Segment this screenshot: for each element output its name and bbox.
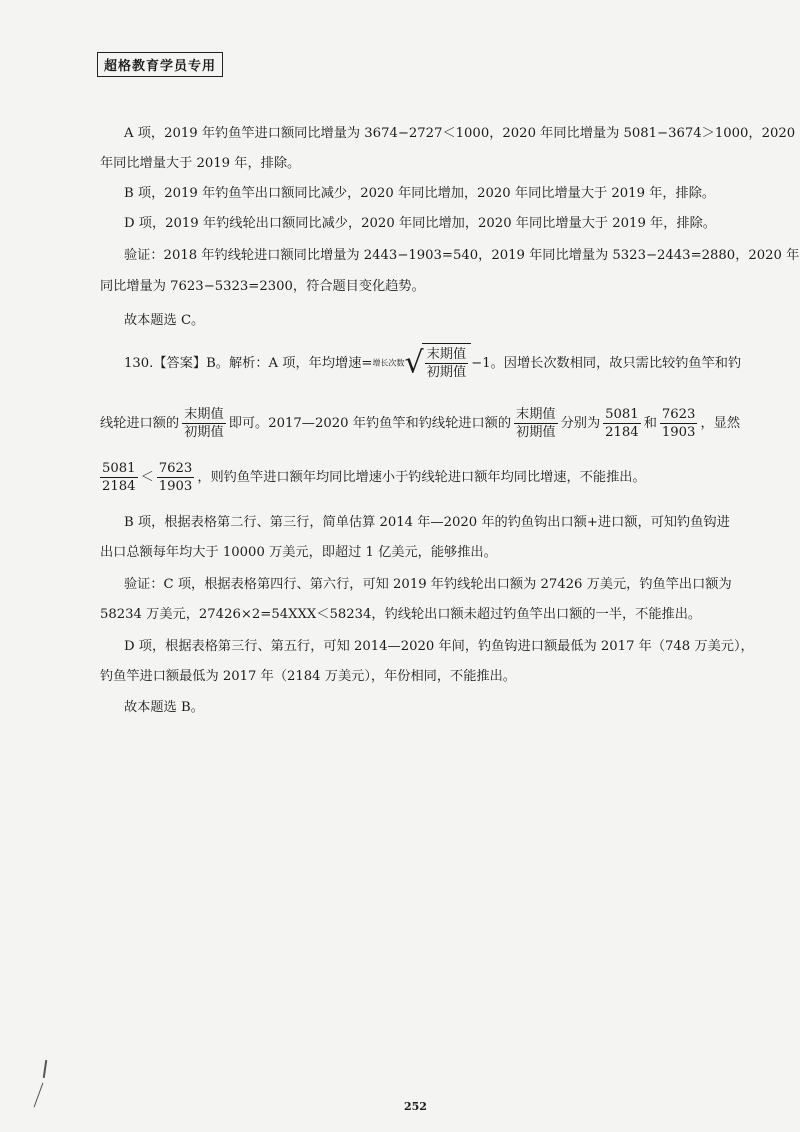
paragraph-dd-line2: 钓鱼竿进口额最低为 2017 年（2184 万美元），年份相同，不能推出。 [100,669,516,684]
paragraph-dd-line1: D 项，根据表格第三行、第五行，可知 2014—2020 年间，钓鱼钩进口额最低为 2017 年（748 万美元）， [124,639,754,654]
paragraph-b: B 项，2019 年钓鱼竿出口额同比减少，2020 年同比增加，2020 年同比增量大于 2019 年，排除。 [124,186,716,201]
page-number: 252 [404,1100,427,1113]
paragraph-verify-c-line2: 58234 万美元，27426×2=54XXX＜58234，钓线轮出口额未超过钓鱼竿出口额的一半，不能推出。 [100,607,702,622]
paragraph-verify-line1: 验证：2018 年钓线轮进口额同比增量为 2443−1903=540，2019 年同比增量为 5323−2443=2880，2020 年 [124,248,800,263]
q130-suffix: −1。因增长次数相同，故只需比较钓鱼竿和钓 [471,356,742,371]
sqrt-formula [404,343,471,384]
paragraph-verify-line2: 同比增量为 7623−5323=2300，符合题目变化趋势。 [100,279,425,294]
ratio-fraction-3: $\frac{\text{末期值}}{\text{初期值}}$ [516,407,556,440]
question-130-line1 [100,343,774,384]
ratio-fraction-2: $\frac{\text{末期值}}{\text{初期值}}$ [184,407,224,440]
conclusion-b: 故本题选 B。 [124,700,204,715]
question-130-line3: $\frac{5081}{2184}$ ＜ $\frac{7623}{1903}$ ，则钓鱼竿进口额年均同比增速小于钓线轮进口额年均同比增速，不能推出。 [102,461,646,494]
scan-mark [43,1060,47,1078]
root-index: 增长次数 [372,358,405,368]
paragraph-a-line2: 年同比增量大于 2019 年，排除。 [100,156,301,171]
conclusion-c: 故本题选 C。 [124,313,205,328]
paragraph-verify-c-line1: 验证：C 项，根据表格第四行、第六行，可知 2019 年钓线轮出口额为 27426 万美元，钓鱼竿出口额为 [124,577,732,592]
fraction-5081-2184: $\frac{5081}{2184}$ [605,407,639,440]
paragraph-bb-line2: 出口总额每年均大于 10000 万美元，即超过 1 亿美元，能够推出。 [100,545,497,560]
q130-prefix: 130.【答案】B。解析：A 项，年均增速= [124,356,373,371]
question-130-line2: 线轮进口额的 $\frac{\text{末期值}}{\text{初期值}}$ 即可。2017—2020 年钓鱼竿和钓线轮进口额的 $\frac{\text{末期值}}{\text{初期值}}$ 分别为 $\frac{5081}{2184}$ 和 $\frac{7623}{1903}$ ，显然 [100,407,741,440]
paragraph-d: D 项，2019 年钓线轮出口额同比减少，2020 年同比增加，2020 年同比增量大于 2019 年，排除。 [124,216,716,231]
fraction-5081-2184-cmp: $\frac{5081}{2184}$ [102,461,136,494]
scan-mark [34,1083,44,1108]
sqrt-sign: √ [404,345,424,381]
paragraph-a-line1: A 项，2019 年钓鱼竿进口额同比增量为 3674−2727＜1000，2020 年同比增量为 5081−3674＞1000，2020 [124,126,796,141]
fraction-7623-1903-cmp: $\frac{7623}{1903}$ [158,461,193,494]
paragraph-bb-line1: B 项，根据表格第二行、第三行，简单估算 2014 年—2020 年的钓鱼钩出口额+进口额，可知钓鱼钩进 [124,515,730,530]
header-label: 超格教育学员专用 [97,52,223,77]
fraction-7623-1903: $\frac{7623}{1903}$ [661,407,696,440]
ratio-fraction: $\frac{\text{末期值}}{\text{初期值}}$ [426,347,467,380]
